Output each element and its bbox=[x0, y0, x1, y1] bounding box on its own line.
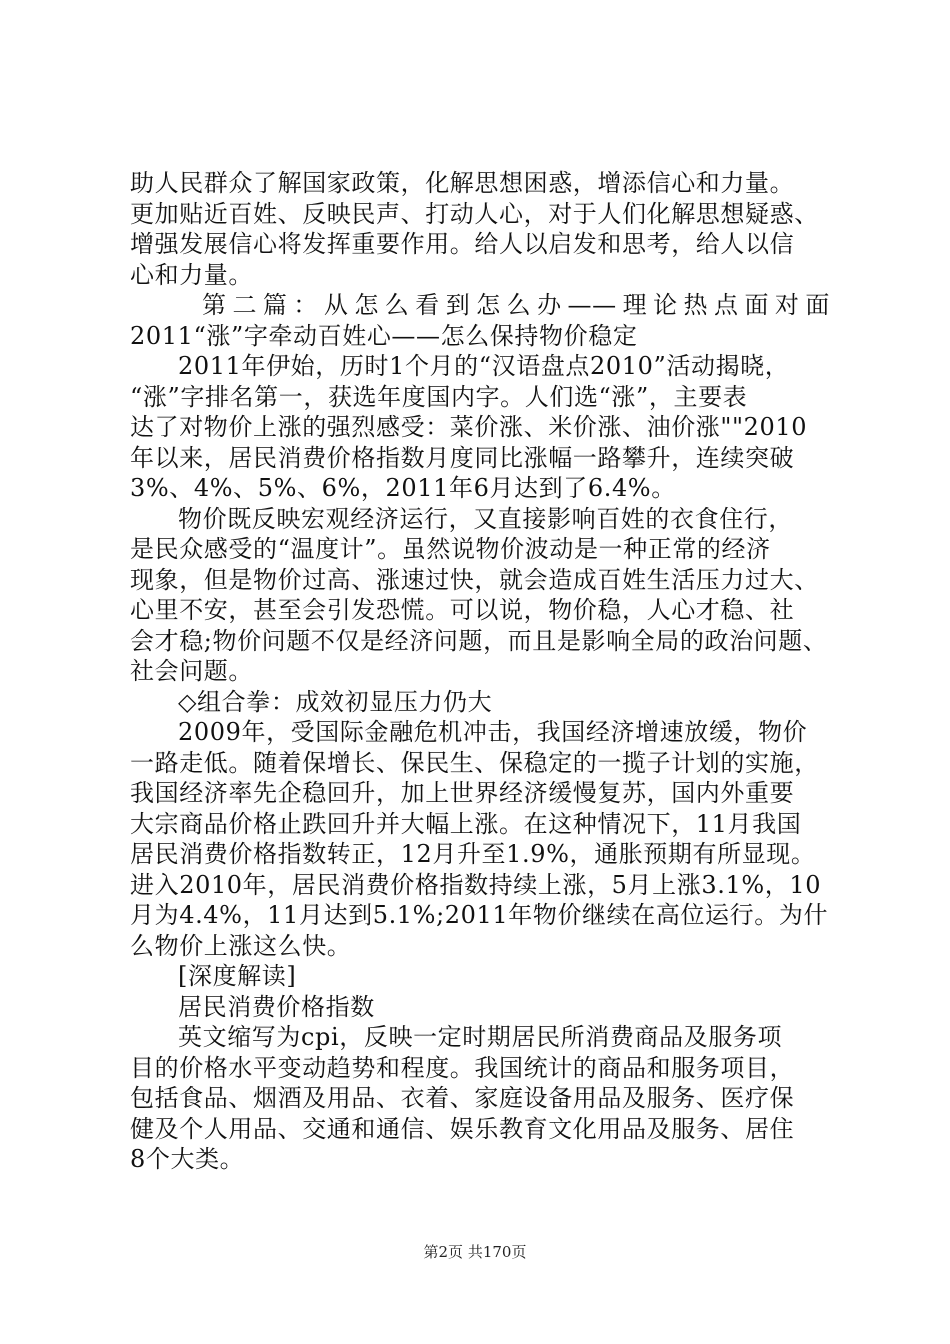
text-line: 增强发展信心将发挥重要作用。给人以启发和思考，给人以信 bbox=[130, 230, 795, 258]
text-line: 英文缩写为cpi，反映一定时期居民所消费商品及服务项 bbox=[178, 1023, 783, 1051]
text-line: 助人民群众了解国家政策，化解思想困惑，增添信心和力量。 bbox=[130, 169, 795, 197]
text-line: 现象，但是物价过高、涨速过快，就会造成百姓生活压力过大、 bbox=[130, 565, 819, 594]
text-line: 2011年伊始，历时1个月的“汉语盘点2010”活动揭晓， bbox=[178, 352, 790, 380]
text-line: 3%、4%、5%、6%，2011年6月达到了6.4%。 bbox=[130, 474, 676, 502]
page-footer: 第2页 共170页 bbox=[423, 1243, 527, 1261]
text-line: 达了对物价上涨的强烈感受：菜价涨、米价涨、油价涨""2010 bbox=[130, 413, 808, 441]
text-line: 心和力量。 bbox=[130, 260, 253, 289]
text-line: 社会问题。 bbox=[130, 657, 253, 685]
text-line: 包括食品、烟酒及用品、衣着、家庭设备用品及服务、医疗保 bbox=[130, 1084, 795, 1112]
text-line: 进入2010年，居民消费价格指数持续上涨，5月上涨3.1%，10 bbox=[130, 870, 822, 899]
text-line: 目的价格水平变动趋势和程度。我国统计的商品和服务项目， bbox=[130, 1053, 795, 1082]
text-line: 心里不安，甚至会引发恐慌。可以说，物价稳，人心才稳、社 bbox=[130, 596, 795, 624]
text-line: 会才稳;物价问题不仅是经济问题，而且是影响全局的政治问题、 bbox=[130, 626, 828, 655]
text-line: 第二篇：从怎么看到怎么办——理论热点面对面 bbox=[202, 291, 830, 319]
text-line: 居民消费价格指数转正，12月升至1.9%，通胀预期有所显现。 bbox=[130, 840, 816, 868]
document-body bbox=[130, 168, 830, 1175]
text-line: 么物价上涨这么快。 bbox=[130, 931, 352, 960]
text-line: 是民众感受的“温度计”。虽然说物价波动是一种正常的经济 bbox=[130, 535, 771, 563]
text-line: 2009年，受国际金融危机冲击，我国经济增速放缓，物价 bbox=[178, 718, 808, 746]
text-line: 物价既反映宏观经济运行，又直接影响百姓的衣食住行， bbox=[178, 504, 793, 533]
text-line: 8个大类。 bbox=[130, 1145, 245, 1173]
text-line: [深度解读] bbox=[178, 962, 297, 990]
text-line: 月为4.4%，11月达到5.1%;2011年物价继续在高位运行。为什 bbox=[130, 901, 829, 929]
text-line: ◇组合拳：成效初显压力仍大 bbox=[178, 687, 493, 716]
text-line: 居民消费价格指数 bbox=[178, 992, 375, 1021]
text-line: “涨”字排名第一，获选年度国内字。人们选“涨”，主要表 bbox=[130, 382, 748, 411]
text-line: 大宗商品价格止跌回升并大幅上涨。在这种情况下，11月我国 bbox=[130, 809, 802, 838]
text-line: 我国经济率先企稳回升，加上世界经济缓慢复苏，国内外重要 bbox=[130, 779, 795, 807]
text-line: 2011“涨”字牵动百姓心——怎么保持物价稳定 bbox=[130, 321, 638, 350]
text-line: 一路走低。随着保增长、保民生、保稳定的一揽子计划的实施， bbox=[130, 748, 819, 777]
text-line: 年以来，居民消费价格指数月度同比涨幅一路攀升，连续突破 bbox=[130, 443, 795, 472]
text-line: 健及个人用品、交通和通信、娱乐教育文化用品及服务、居住 bbox=[130, 1114, 795, 1143]
text-line: 更加贴近百姓、反映民声、打动人心，对于人们化解思想疑惑、 bbox=[130, 199, 819, 228]
